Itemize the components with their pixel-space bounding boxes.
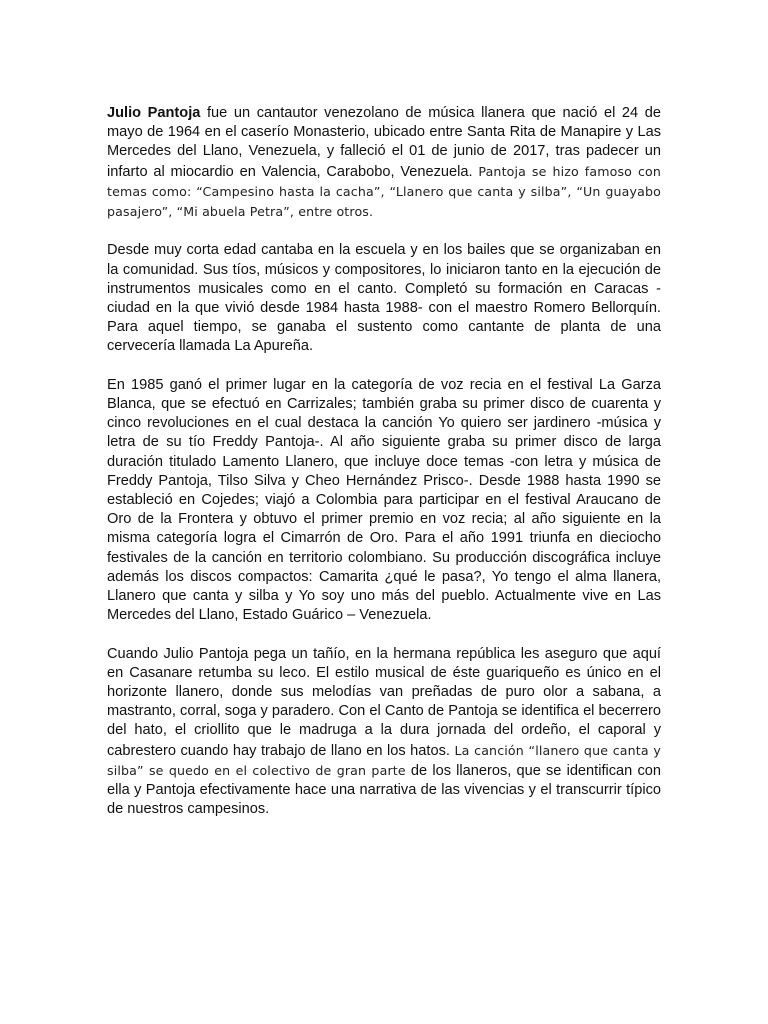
- document-page: [107, 104, 661, 839]
- paragraph-4-song-note: La canción “llanero que canta y silba” se quedo en el colectivo de gran parte: [107, 742, 661, 778]
- paragraph-biography-intro: [107, 104, 661, 222]
- paragraph-early-life: Desde muy corta edad cantaba en la escuela y en los bailes que se organizaban en la comunidad. Sus tíos, músicos y compositores, lo iniciaron tanto en la ejecución de instrumentos musicales como en el canto. Completó su formación en Caracas -ciudad en la que vivió desde 1984 hasta 1988- con el maestro Romero Bellorquín. Para aquel tiempo, se ganaba el sustento como cantante de planta de una cervecería llamada La Apureña.: [107, 242, 661, 355]
- paragraph-4-text-end: de los llaneros, que se identifican con ella y Pantoja efectivamente hace una narrativa de las vivencias y el transcurrir típico de nuestros campesinos.: [107, 762, 661, 818]
- paragraph-4-text: Cuando Julio Pantoja pega un tañío, en la hermana república les aseguro que aquí en Casanare retumba su leco. El estilo musical de éste guariqueño es único en el horizonte llanero, donde sus melodías van preñadas de puro olor a sabana, a mastranto, corral, soga y paradero. Con el Canto de Pantoja se identifica el becerrero del hato, el criollito que le madruga a la dura jornada del ordeño, el caporal y cabrestero cuando hay trabajo de llano en los hatos.: [107, 645, 661, 759]
- subject-name: Julio Pantoja: [107, 105, 201, 121]
- paragraph-1-text: fue un cantautor venezolano de música llanera que nació el 24 de mayo de 1964 en el caserío Monasterio, ubicado entre Santa Rita de Manapire y Las Mercedes del Llano, Venezuela, y falleció el 01 de junio de 2017, tras padecer un infarto al miocardio en Valencia, Carabobo, Venezuela.: [107, 105, 661, 180]
- paragraph-legacy: [107, 645, 661, 820]
- paragraph-1-famous-songs: Pantoja se hizo famoso con temas como: “Campesino hasta la cacha”, “Llanero que canta y silba”, “Un guayabo pasajero”, “Mi abuela Petra”, entre otros.: [107, 163, 662, 220]
- paragraph-career: En 1985 ganó el primer lugar en la categoría de voz recia en el festival La Garza Blanca, que se efectuó en Carrizales; también graba su primer disco de cuarenta y cinco revoluciones en el cual destaca la canción Yo quiero ser jardinero -música y letra de su tío Freddy Pantoja-. Al año siguiente graba su primer disco de larga duración titulado Lamento Llanero, que incluye doce temas -con letra y música de Freddy Pantoja, Tilso Silva y Cheo Hernández Prisco-. Desde 1988 hasta 1990 se estableció en Cojedes; viajó a Colombia para participar en el festival Araucano de Oro de la Frontera y obtuvo el primer premio en voz recia; al año siguiente en la misma categoría logra el Cimarrón de Oro. Para el año 1991 triunfa en dieciocho festivales de la canción en territorio colombiano. Su producción discográfica incluye además los discos compactos: Camarita ¿qué le pasa?, Yo tengo el alma llanera, Llanero que canta y silba y Yo soy uno más del pueblo. Actualmente vive en Las Mercedes del Llano, Estado Guárico – Venezuela.: [107, 376, 661, 624]
